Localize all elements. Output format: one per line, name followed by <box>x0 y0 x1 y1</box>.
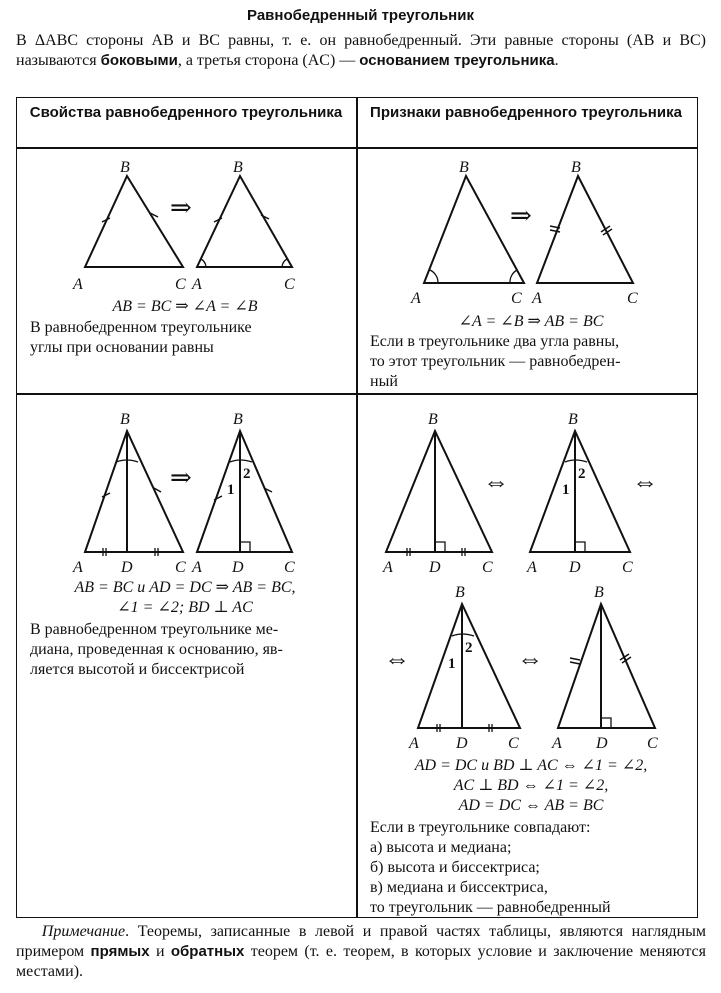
text-line: то треугольник — равнобедренный <box>370 899 611 916</box>
label-A: A <box>192 559 202 576</box>
triangle-median-2 <box>197 431 292 552</box>
label-D: D <box>569 559 581 576</box>
angle-1-label: 1 <box>227 482 235 498</box>
angle-1-label: 1 <box>562 482 570 498</box>
angle-2-label: 2 <box>578 466 586 482</box>
label-A: A <box>192 276 202 293</box>
label-D: D <box>232 559 244 576</box>
triangle-altitude-median <box>386 431 492 556</box>
label-D: D <box>596 735 608 752</box>
label-A: A <box>532 290 542 307</box>
list-item: б) высота и биссектриса; <box>370 859 540 876</box>
text-line: Если в треугольнике совпадают: <box>370 819 591 836</box>
label-A: A <box>527 559 537 576</box>
label-D: D <box>429 559 441 576</box>
text-line: то этот треугольник — равнобедрен- <box>370 353 621 370</box>
label-C: C <box>511 290 522 307</box>
footnote <box>16 922 706 982</box>
text-line: углы при основании равны <box>30 339 214 356</box>
statement-coincidence <box>370 818 700 918</box>
term-converse: обратных <box>170 943 245 960</box>
statement-two-angles <box>370 332 700 392</box>
label-A: A <box>552 735 562 752</box>
iff-arrow: ⇔ <box>483 467 509 496</box>
implies-arrow: ⇒ <box>510 201 532 230</box>
label-C: C <box>647 735 658 752</box>
triangle-equal-angles <box>424 176 524 283</box>
text-line: ный <box>370 373 398 390</box>
formula-line: AD = DC и BD ⊥ AC ⇔ ∠1 = ∠2, <box>414 757 648 774</box>
text-line: В равнобедренном треугольнике <box>30 319 252 336</box>
iff-arrow: ⇔ <box>384 644 410 673</box>
page-title: Равнобедренный треугольник <box>247 7 474 24</box>
text-line: Если в треугольнике два угла равны, <box>370 333 620 350</box>
formula-median-properties <box>30 578 340 618</box>
triangle-median-bisector <box>418 604 520 732</box>
label-D: D <box>121 559 133 576</box>
intro-text-3: . <box>554 52 559 69</box>
formula-line: AC ⊥ BD ⇔ ∠1 = ∠2, <box>453 777 609 794</box>
formula-sides-equal: ∠A = ∠B ⇒ AB = BC <box>458 313 604 330</box>
statement-base-angles <box>30 318 340 358</box>
label-A: A <box>73 559 83 576</box>
note-text-2: и <box>149 943 171 960</box>
label-B: B <box>120 411 130 428</box>
triangle-isosceles-altitude <box>558 604 655 728</box>
list-item: в) медиана и биссектриса, <box>370 879 548 896</box>
formula-criteria <box>356 756 706 816</box>
text-line: диана, проведенная к основанию, яв- <box>30 641 283 658</box>
iff-arrow: ⇔ <box>632 467 658 496</box>
label-C: C <box>175 276 186 293</box>
note-text-1: . Теоремы, записанные в левой и правой частях таблицы, являются наглядным примером <box>16 923 707 960</box>
intro-text-1: В ΔABC стороны AB и BC равны, т. е. он равнобедренный. Эти равные стороны (AB и BC) называются <box>16 32 706 69</box>
triangle-isosceles-2 <box>197 176 292 267</box>
label-B: B <box>233 159 243 176</box>
label-B: B <box>233 411 243 428</box>
triangle-altitude-bisector <box>530 431 630 552</box>
header-criteria: Признаки равнобедренного треугольника <box>370 104 682 121</box>
label-A: A <box>411 290 421 307</box>
label-B: B <box>571 159 581 176</box>
label-A: A <box>383 559 393 576</box>
formula-line: AB = BC и AD = DC ⇒ AB = BC, <box>74 579 296 596</box>
term-base: основанием треугольника <box>359 52 555 69</box>
implies-arrow: ⇒ <box>170 193 192 222</box>
label-C: C <box>627 290 638 307</box>
formula-line: AD = DC ⇔ AB = BC <box>458 797 604 814</box>
note-label: Примечание <box>41 923 126 940</box>
list-item: а) высота и медиана; <box>370 839 512 856</box>
angle-1-label: 1 <box>448 656 456 672</box>
label-B: B <box>594 584 604 601</box>
iff-arrow: ⇔ <box>517 644 543 673</box>
label-C: C <box>284 276 295 293</box>
intro-text-2: , а третья сторона (AC) — <box>177 52 360 69</box>
angle-2-label: 2 <box>465 640 473 656</box>
label-C: C <box>284 559 295 576</box>
text-line: В равнобедренном треугольнике ме- <box>30 621 279 638</box>
statement-median <box>30 620 340 680</box>
note-text-3: теорем (т. е. теорем, в которых условие и заключение меняются местами). <box>16 943 707 980</box>
label-C: C <box>175 559 186 576</box>
label-B: B <box>455 584 465 601</box>
label-C: C <box>482 559 493 576</box>
label-D: D <box>456 735 468 752</box>
label-B: B <box>428 411 438 428</box>
formula-angles-equal: AB = BC ⇒ ∠A = ∠B <box>112 298 258 315</box>
text-line: ляется высотой и биссектрисой <box>30 661 245 678</box>
implies-arrow: ⇒ <box>170 463 192 492</box>
label-A: A <box>73 276 83 293</box>
label-B: B <box>568 411 578 428</box>
triangle-median-1 <box>85 431 183 556</box>
angle-2-label: 2 <box>243 466 251 482</box>
label-B: B <box>459 159 469 176</box>
label-C: C <box>622 559 633 576</box>
term-direct: прямых <box>90 943 150 960</box>
label-A: A <box>409 735 419 752</box>
label-B: B <box>120 159 130 176</box>
formula-line: ∠1 = ∠2; BD ⊥ AC <box>117 599 253 616</box>
term-lateral-sides: боковыми <box>100 52 178 69</box>
header-properties: Свойства равнобедренного треугольника <box>29 104 343 121</box>
label-C: C <box>508 735 519 752</box>
triangle-equal-sides <box>537 176 633 283</box>
triangle-isosceles-1 <box>85 176 183 267</box>
